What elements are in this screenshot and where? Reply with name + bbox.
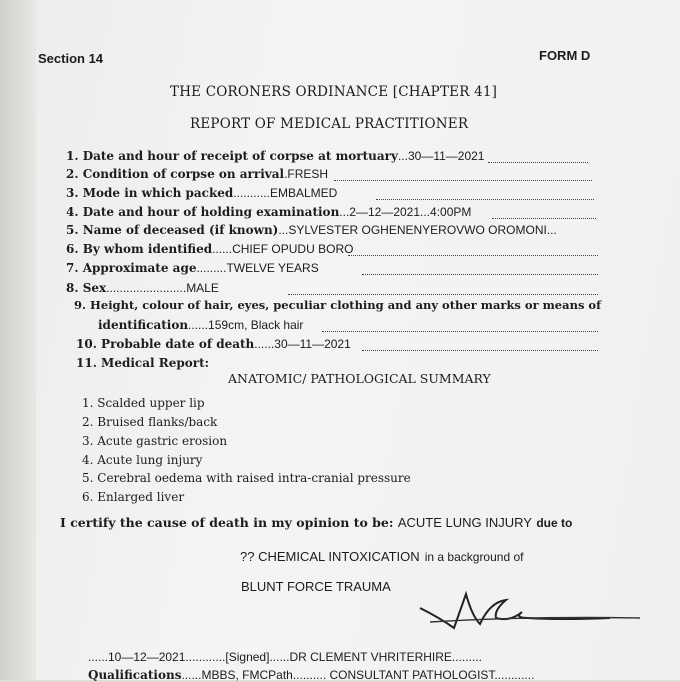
medical-report-label: 11. Medical Report: bbox=[76, 356, 210, 370]
finding-item: 5. Cerebral oedema with raised intra-cranial pressure bbox=[82, 471, 411, 485]
fill-line bbox=[362, 350, 598, 351]
item-deceased-name bbox=[66, 223, 557, 237]
signature-mark bbox=[410, 588, 650, 636]
certification-line-2 bbox=[240, 546, 523, 565]
signature-date: ......10—12—2021............ bbox=[88, 650, 226, 664]
fill-line bbox=[376, 199, 594, 200]
fill-line bbox=[488, 162, 588, 163]
item-probable-death bbox=[76, 337, 351, 351]
form-label: FORM D bbox=[539, 48, 591, 63]
certification-prefix: I certify the cause of death in my opinion to be: bbox=[60, 515, 394, 530]
section-label: Section 14 bbox=[38, 51, 104, 66]
finding-item: 3. Acute gastric erosion bbox=[82, 434, 228, 448]
item-value: ...2—12—2021...4:00PM bbox=[339, 205, 472, 219]
signature-line bbox=[88, 650, 482, 664]
contributing-cause: BLUNT FORCE TRAUMA bbox=[241, 579, 391, 594]
item-label: 7. Approximate age bbox=[66, 261, 197, 275]
item-value: ...SYLVESTER OGHENENYEROVWO OROMONI... bbox=[278, 223, 557, 237]
item-value: ......30—11—2021 bbox=[254, 337, 351, 351]
fill-line bbox=[334, 180, 592, 181]
item-value: ........................MALE bbox=[106, 281, 219, 295]
background-label: in a background of bbox=[424, 550, 524, 564]
item-identification bbox=[98, 318, 303, 332]
finding-item: 1. Scalded upper lip bbox=[82, 396, 205, 410]
secondary-cause: ?? CHEMICAL INTOXICATION bbox=[240, 549, 420, 564]
item-mode-packed bbox=[66, 186, 337, 200]
item-label: 2. Condition of corpse on arrival bbox=[66, 167, 285, 181]
signed-name: ......DR CLEMENT VHRITERHIRE......... bbox=[269, 650, 482, 664]
page-edge-shadow bbox=[0, 0, 36, 680]
item-condition bbox=[66, 167, 328, 181]
finding-item: 6. Enlarged liver bbox=[82, 490, 185, 504]
signed-label: [Signed] bbox=[225, 650, 270, 664]
qualifications-label: Qualifications bbox=[88, 668, 182, 682]
item-label: 4. Date and hour of holding examination bbox=[66, 205, 340, 219]
item-label: 3. Mode in which packed bbox=[66, 186, 234, 200]
item-label: 9. Height, colour of hair, eyes, peculiar clothing and any other marks or means of bbox=[74, 298, 602, 312]
qualifications-value: ......MBBS, FMCPath.......... CONSULTANT PATHOLOGIST............ bbox=[181, 668, 535, 682]
document-subtitle: REPORT OF MEDICAL PRACTITIONER bbox=[190, 116, 469, 132]
item-value: ......159cm, Black hair bbox=[188, 318, 304, 332]
item-value: ......CHIEF OPUDU BORO bbox=[212, 242, 354, 256]
item-identified-by bbox=[66, 242, 353, 256]
summary-heading: ANATOMIC/ PATHOLOGICAL SUMMARY bbox=[228, 371, 491, 386]
fill-line bbox=[322, 331, 598, 332]
item-receipt bbox=[66, 149, 484, 163]
item-label: 1. Date and hour of receipt of corpse at mortuary bbox=[66, 149, 398, 163]
item-value: .FRESH bbox=[284, 167, 329, 181]
fill-line bbox=[348, 255, 598, 256]
item-label: 10. Probable date of death bbox=[76, 337, 255, 351]
item-examination bbox=[66, 205, 471, 219]
certification-line bbox=[60, 515, 572, 530]
document-title: THE CORONERS ORDINANCE [CHAPTER 41] bbox=[170, 84, 498, 100]
item-label: 6. By whom identified bbox=[66, 242, 213, 256]
fill-line bbox=[288, 294, 598, 295]
item-sex bbox=[66, 281, 219, 295]
item-label: 5. Name of deceased (if known) bbox=[66, 223, 279, 237]
item-value: .........TWELVE YEARS bbox=[196, 261, 319, 275]
item-label: identification bbox=[98, 318, 189, 332]
item-age bbox=[66, 261, 319, 275]
item-label: 8. Sex bbox=[66, 281, 107, 295]
item-value: ...........EMBALMED bbox=[233, 186, 338, 200]
finding-item: 4. Acute lung injury bbox=[82, 453, 203, 467]
item-description bbox=[74, 298, 601, 312]
cause-of-death: ACUTE LUNG INJURY bbox=[397, 515, 532, 530]
due-to-label: due to bbox=[536, 516, 573, 530]
fill-line bbox=[492, 218, 596, 219]
item-value: ...30—11—2021 bbox=[397, 149, 485, 163]
finding-item: 2. Bruised flanks/back bbox=[82, 415, 218, 429]
fill-line bbox=[362, 274, 598, 275]
